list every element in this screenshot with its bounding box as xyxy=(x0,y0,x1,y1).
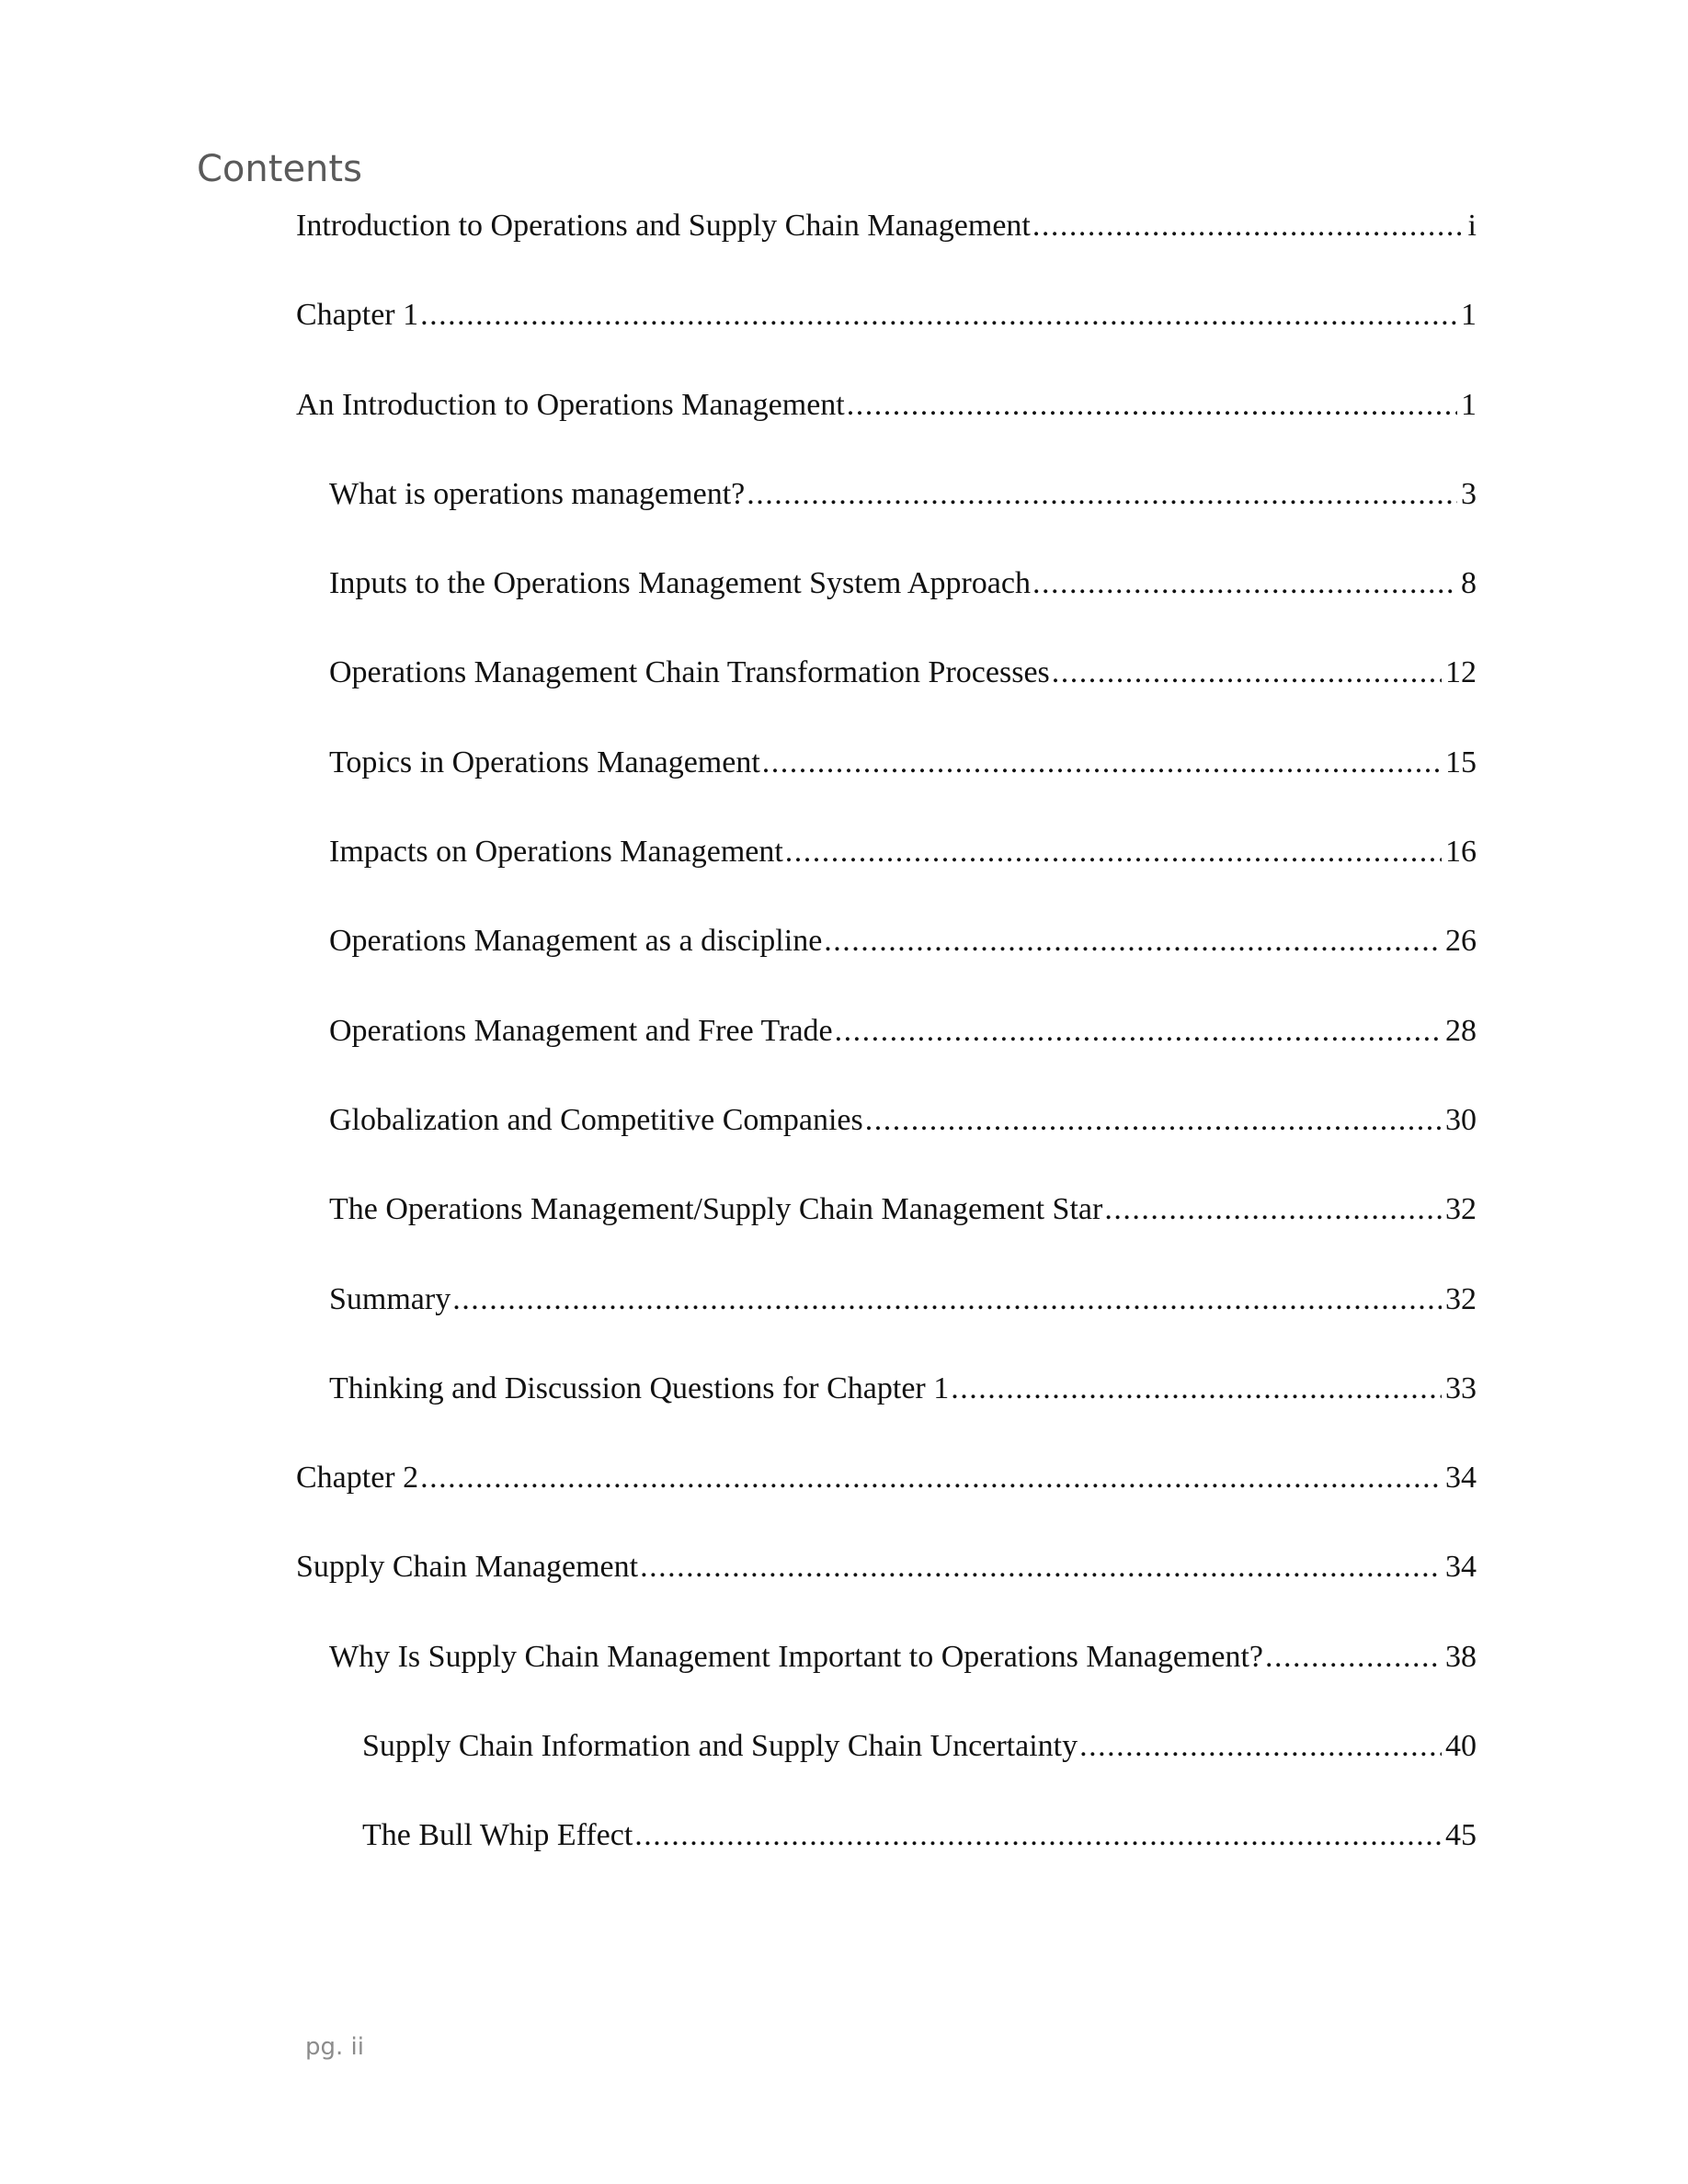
toc-entry[interactable] xyxy=(296,288,1477,377)
toc-entry-page-number: 33 xyxy=(1445,1371,1477,1405)
toc-entry-page-number: 45 xyxy=(1445,1818,1477,1853)
toc-entry-title: Supply Chain Management xyxy=(296,1550,639,1585)
toc-entry-page-number: 40 xyxy=(1445,1729,1477,1764)
toc-entry[interactable] xyxy=(296,1719,1477,1808)
toc-entry-title: Thinking and Discussion Questions for Chapter 1 xyxy=(329,1371,950,1405)
toc-entry-title: The Bull Whip Effect xyxy=(362,1818,633,1853)
toc-dot-leader xyxy=(1032,199,1465,254)
toc-entry-page-number: 8 xyxy=(1461,566,1477,601)
toc-entry-title: Topics in Operations Management xyxy=(329,745,760,779)
toc-entry[interactable] xyxy=(296,556,1477,645)
toc-dot-leader xyxy=(634,1808,1442,1863)
toc-dot-leader xyxy=(452,1272,1442,1327)
toc-entry-title: Introduction to Operations and Supply Chain Management xyxy=(296,209,1031,243)
toc-entry-title: Globalization and Competitive Companies xyxy=(329,1102,863,1137)
toc-dot-leader xyxy=(1032,556,1457,611)
toc-dot-leader xyxy=(1052,645,1442,700)
toc-entry[interactable] xyxy=(296,199,1477,288)
toc-dot-leader xyxy=(420,1450,1442,1506)
toc-entry-page-number: 34 xyxy=(1445,1461,1477,1496)
toc-entry[interactable] xyxy=(296,1093,1477,1182)
toc-entry[interactable] xyxy=(296,1450,1477,1540)
toc-entry-page-number: 32 xyxy=(1445,1192,1477,1227)
toc-dot-leader xyxy=(1104,1182,1442,1237)
toc-dot-leader xyxy=(640,1540,1442,1595)
toc-entry-title: Operations Management as a discipline xyxy=(329,924,823,959)
toc-entry-title: The Operations Management/Supply Chain Management Star xyxy=(329,1192,1103,1227)
toc-entry[interactable] xyxy=(296,1808,1477,1897)
toc-entry-page-number: 3 xyxy=(1461,476,1477,511)
toc-dot-leader xyxy=(1079,1719,1442,1774)
toc-entry-page-number: 12 xyxy=(1445,655,1477,690)
toc-entry-title: Chapter 1 xyxy=(296,298,419,333)
page-footer: pg. ii xyxy=(305,2033,364,2061)
toc-dot-leader xyxy=(420,288,1457,343)
toc-entry-page-number: 16 xyxy=(1445,835,1477,870)
toc-entry-page-number: 28 xyxy=(1445,1013,1477,1048)
toc-dot-leader xyxy=(951,1361,1442,1416)
toc-dot-leader xyxy=(835,1004,1442,1059)
toc-entry[interactable] xyxy=(296,825,1477,914)
toc-entry-page-number: 30 xyxy=(1445,1102,1477,1137)
toc-entry[interactable] xyxy=(296,1272,1477,1361)
toc-dot-leader xyxy=(847,378,1457,433)
toc-entry-page-number: 34 xyxy=(1445,1550,1477,1585)
toc-entry[interactable] xyxy=(296,735,1477,825)
toc-entry-page-number: 26 xyxy=(1445,924,1477,959)
toc-entry-title: An Introduction to Operations Management xyxy=(296,387,845,422)
toc-dot-leader xyxy=(762,735,1442,791)
toc-entry[interactable] xyxy=(296,467,1477,556)
toc-entry-page-number: 32 xyxy=(1445,1281,1477,1316)
toc-entry-title: Chapter 2 xyxy=(296,1461,419,1496)
toc-entry-page-number: 38 xyxy=(1445,1639,1477,1674)
toc-entry-title: Inputs to the Operations Management System Approach xyxy=(329,566,1031,601)
toc-entry-title: Operations Management Chain Transformation Processes xyxy=(329,655,1050,690)
toc-entry-page-number: 15 xyxy=(1445,745,1477,779)
toc-entry-page-number: 1 xyxy=(1461,387,1477,422)
toc-entry-page-number: i xyxy=(1467,209,1477,243)
toc-entry[interactable] xyxy=(296,914,1477,1003)
toc-entry[interactable] xyxy=(296,1004,1477,1093)
toc-entry[interactable] xyxy=(296,645,1477,734)
toc-entry-title: Summary xyxy=(329,1281,451,1316)
toc-entry[interactable] xyxy=(296,1630,1477,1719)
toc-entry[interactable] xyxy=(296,1361,1477,1450)
toc-dot-leader xyxy=(865,1093,1442,1148)
contents-heading: Contents xyxy=(197,148,362,190)
table-of-contents xyxy=(296,199,1477,1898)
toc-entry-title: What is operations management? xyxy=(329,476,746,511)
toc-dot-leader xyxy=(785,825,1442,880)
toc-dot-leader xyxy=(747,467,1457,522)
toc-entry-title: Supply Chain Information and Supply Chain Uncertainty xyxy=(362,1729,1078,1764)
toc-dot-leader xyxy=(824,914,1442,969)
toc-entry[interactable] xyxy=(296,1540,1477,1629)
toc-entry[interactable] xyxy=(296,1182,1477,1271)
toc-entry[interactable] xyxy=(296,378,1477,467)
toc-entry-title: Impacts on Operations Management xyxy=(329,835,783,870)
toc-dot-leader xyxy=(1265,1630,1442,1685)
toc-entry-title: Why Is Supply Chain Management Important to Operations Management? xyxy=(329,1639,1263,1674)
toc-entry-title: Operations Management and Free Trade xyxy=(329,1013,833,1048)
toc-entry-page-number: 1 xyxy=(1461,298,1477,333)
